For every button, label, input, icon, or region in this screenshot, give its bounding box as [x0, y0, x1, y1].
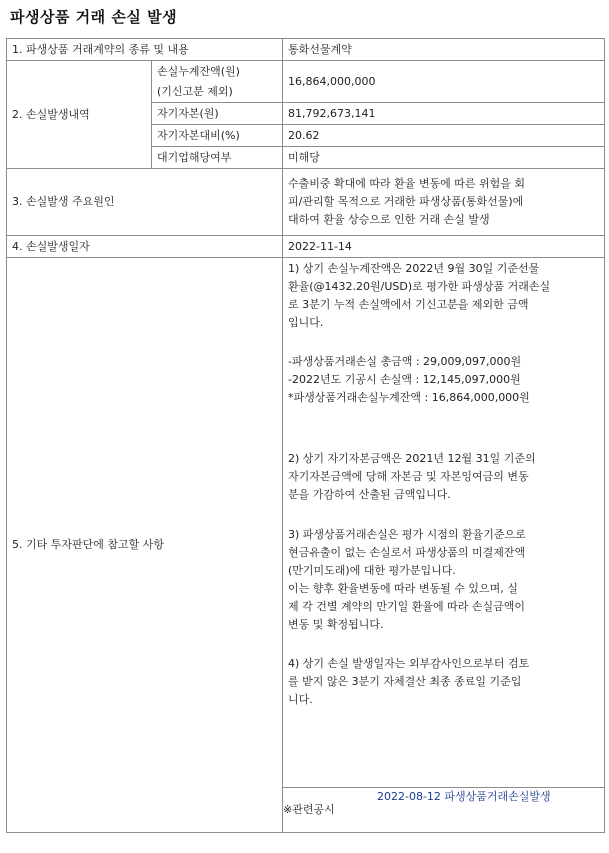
note4-line-1: 4) 상기 손실 발생일자는 외부감사인으로부터 검토	[288, 656, 530, 670]
loss-date-label: 4. 손실발생일자	[7, 236, 283, 258]
equity-label: 자기자본(원)	[152, 103, 283, 125]
spacer	[288, 504, 599, 525]
other-notes-value	[283, 258, 605, 788]
other-notes-label: 5. 기타 투자판단에 참고할 사항	[7, 258, 283, 833]
equity-value: 81,792,673,141	[283, 103, 605, 125]
equity-ratio-label: 자기자본대비(%)	[152, 125, 283, 147]
loss-details-label: 2. 손실발생내역	[7, 61, 152, 169]
note4-line-3: 니다.	[288, 692, 313, 706]
note1-line-2: 환율(@1432.20원/USD)로 평가한 파생상품 거래손실	[288, 280, 551, 293]
related-disclosure-label: ※관련공시	[283, 803, 335, 816]
related-disclosure-table	[283, 788, 604, 832]
row-contract-type	[7, 39, 605, 61]
note3-line-2: 현금유출이 없는 손실로서 파생상품의 미결제잔액	[288, 545, 526, 559]
contract-type-label: 1. 파생상품 거래계약의 종류 및 내용	[7, 39, 283, 61]
row-loss-balance	[7, 61, 605, 103]
related-disclosure-link[interactable]: 2022-08-12 파생상품거래손실발생	[377, 790, 551, 803]
loss-breakdown-balance: *파생상품거래손실누계잔액 : 16,864,000,000원	[288, 391, 530, 405]
disclosure-table	[6, 38, 605, 833]
row-other-notes	[7, 258, 605, 788]
loss-breakdown-prior: -2022년도 기공시 손실액 : 12,145,097,000원	[288, 373, 521, 387]
loss-cause-value	[283, 169, 605, 236]
spacer	[288, 634, 599, 655]
row-loss-date	[7, 236, 605, 258]
loss-balance-value: 16,864,000,000	[283, 61, 605, 103]
document-title: 파생상품 거래 손실 발생	[10, 8, 178, 26]
loss-balance-label-line2: (기신고분 제외)	[157, 84, 233, 98]
loss-balance-label-line1: 손실누계잔액(원)	[157, 64, 240, 78]
loss-date-value: 2022-11-14	[283, 236, 605, 258]
note1-line-3: 로 3분기 누적 손실액에서 기신고분을 제외한 금액	[288, 298, 529, 311]
loss-breakdown-total: -파생상품거래손실 총금액 : 29,009,097,000원	[288, 355, 522, 369]
large-company-value: 미해당	[283, 147, 605, 169]
note3-line-5: 제 각 건별 계약의 만기일 환율에 따라 손실금액이	[288, 599, 525, 613]
loss-balance-label	[152, 61, 283, 103]
note1-line-1: 1) 상기 손실누계잔액은 2022년 9월 30일 기준선물	[288, 262, 540, 275]
note2-line-3: 분을 가감하여 산출된 금액입니다.	[288, 488, 451, 502]
loss-cause-label: 3. 손실발생 주요원인	[7, 169, 283, 236]
note3-line-6: 변동 및 확정됩니다.	[288, 617, 384, 631]
note3-line-1: 3) 파생상품거래손실은 평가 시점의 환율기준으로	[288, 527, 526, 541]
note3-line-4: 이는 향후 환율변동에 따라 변동될 수 있으며, 실	[288, 581, 518, 595]
related-disclosure-cell	[283, 788, 605, 833]
spacer	[288, 332, 599, 353]
loss-cause-line-3: 대하여 환율 상승으로 인한 거래 손실 발생	[288, 213, 490, 226]
large-company-label: 대기업해당여부	[152, 147, 283, 169]
loss-cause-line-2: 피/관리할 목적으로 거래한 파생상품(통화선물)에	[288, 195, 524, 208]
equity-ratio-value: 20.62	[283, 125, 605, 147]
spacer	[288, 407, 599, 450]
row-loss-cause	[7, 169, 605, 236]
note1-line-4: 입니다.	[288, 316, 324, 329]
note4-line-2: 를 받지 않은 3분기 자체결산 최종 종료일 기준입	[288, 674, 522, 688]
note3-line-3: (만기미도래)에 대한 평가분입니다.	[288, 563, 456, 577]
contract-type-value: 통화선물계약	[283, 39, 605, 61]
loss-cause-line-1: 수출비중 확대에 따라 환율 변동에 따른 위험을 회	[288, 177, 525, 190]
note2-line-1: 2) 상기 자기자본금액은 2021년 12월 31일 기준의	[288, 452, 536, 466]
note2-line-2: 자기자본금액에 당해 자본금 및 자본잉여금의 변동	[288, 470, 529, 484]
